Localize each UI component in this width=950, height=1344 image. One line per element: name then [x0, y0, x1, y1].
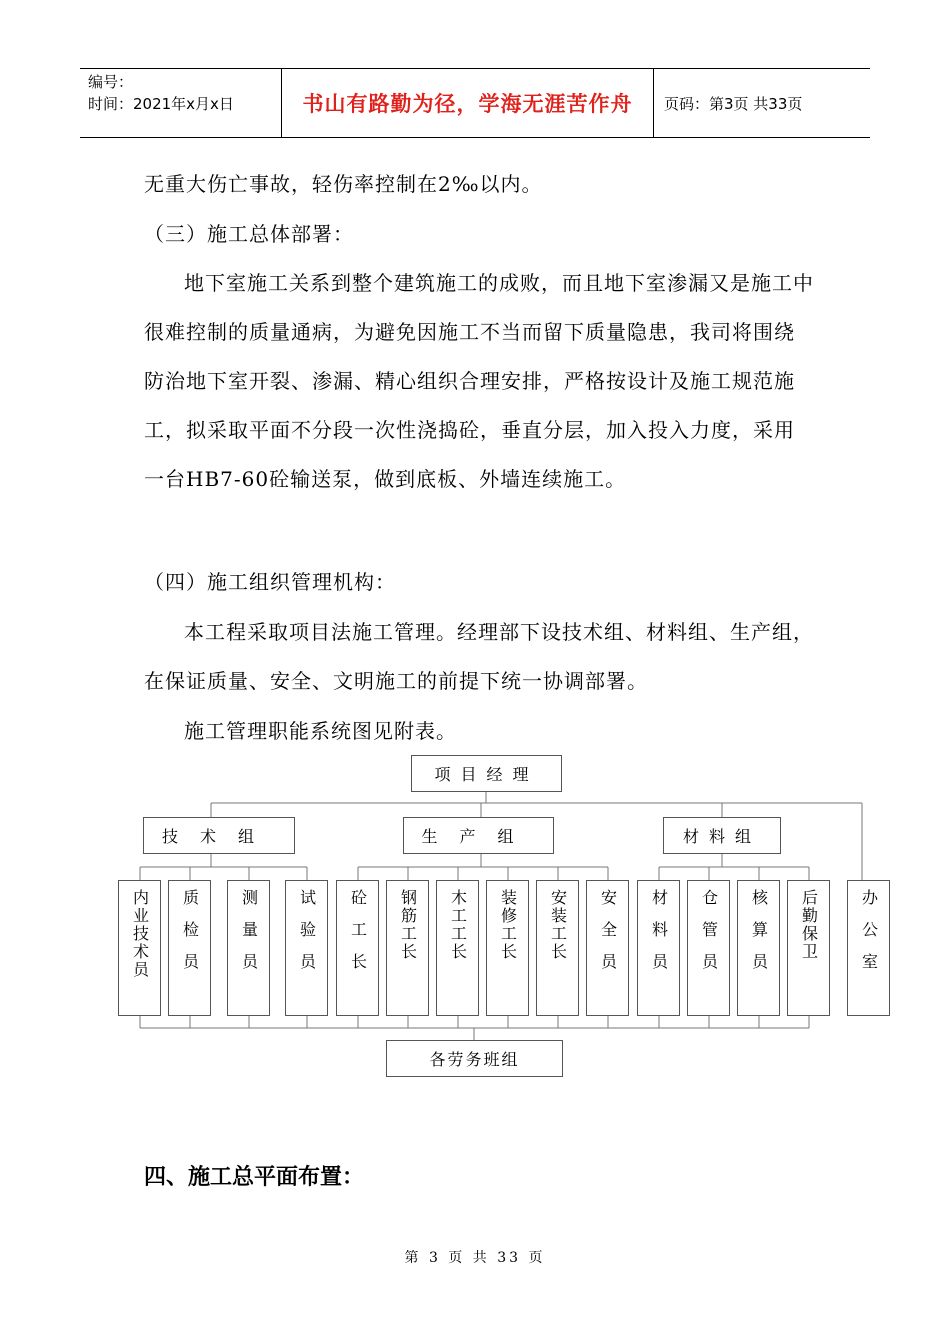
node-project-manager: 项目经理 [411, 755, 562, 792]
header-meta [80, 69, 282, 137]
node-role-rebar-foreman: 钢筋工长 [386, 880, 429, 1016]
node-tech-group: 技术组 [143, 817, 295, 854]
node-role-safety-officer: 安全员 [586, 880, 629, 1016]
node-production-group: 生产组 [403, 817, 554, 854]
page-header [80, 68, 870, 138]
header-motto: 书山有路勤为径，学海无涯苦作舟 [282, 69, 654, 137]
subheading-organization: （四）施工组织管理机构： [144, 570, 396, 594]
node-material-group: 材料组 [663, 817, 781, 854]
node-role-office: 办公室 [847, 880, 890, 1016]
node-role-internal-tech: 内业技术员 [118, 880, 161, 1016]
node-role-tester: 试验员 [285, 880, 328, 1016]
node-role-decoration-foreman: 装修工长 [486, 880, 529, 1016]
paragraph-deployment: 地下室施工关系到整个建筑施工的成败，而且地下室渗漏又是施工中很难控制的质量通病，为避免因施工不当而留下质量隐患，我司将围绕防治地下室开裂、渗漏、精心组织合理安排，严格按设计及施工规范施工，拟采取平面不分段一次性浇捣砼，垂直分层，加入投入力度，采用一台HB7-60砼输送泵，做到底板、外墙连续施工。 [144, 271, 814, 491]
date-label: 时间：2021年x月x日 [88, 95, 234, 113]
page-footer: 第 3 页 共 33 页 [404, 1250, 546, 1266]
node-role-material-clerk: 材料员 [637, 880, 680, 1016]
node-role-concrete-foreman: 砼工长 [336, 880, 379, 1016]
node-role-warehouse-keeper: 仓管员 [687, 880, 730, 1016]
header-page-number: 页码：第3页 共33页 [664, 94, 803, 113]
section-title: 四、施工总平面布置： [144, 1165, 365, 1190]
node-role-quality-inspector: 质检员 [168, 880, 211, 1016]
node-role-surveyor: 测量员 [227, 880, 270, 1016]
node-role-installation-foreman: 安装工长 [536, 880, 579, 1016]
number-label: 编号： [88, 73, 134, 91]
paragraph-organization: 本工程采取项目法施工管理。经理部下设技术组、材料组、生产组，在保证质量、安全、文明施工的前提下统一协调部署。 [144, 620, 814, 693]
node-role-accountant: 核算员 [737, 880, 780, 1016]
paragraph-chart-ref: 施工管理职能系统图见附表。 [184, 719, 457, 743]
subheading-deployment: （三）施工总体部署： [144, 222, 354, 246]
node-labor-teams: 各劳务班组 [386, 1040, 563, 1077]
node-role-logistics-security: 后勤保卫 [787, 880, 830, 1016]
paragraph-1: 无重大伤亡事故，轻伤率控制在2‰以内。 [144, 172, 543, 196]
org-chart [0, 745, 950, 1090]
node-role-carpentry-foreman: 木工工长 [436, 880, 479, 1016]
